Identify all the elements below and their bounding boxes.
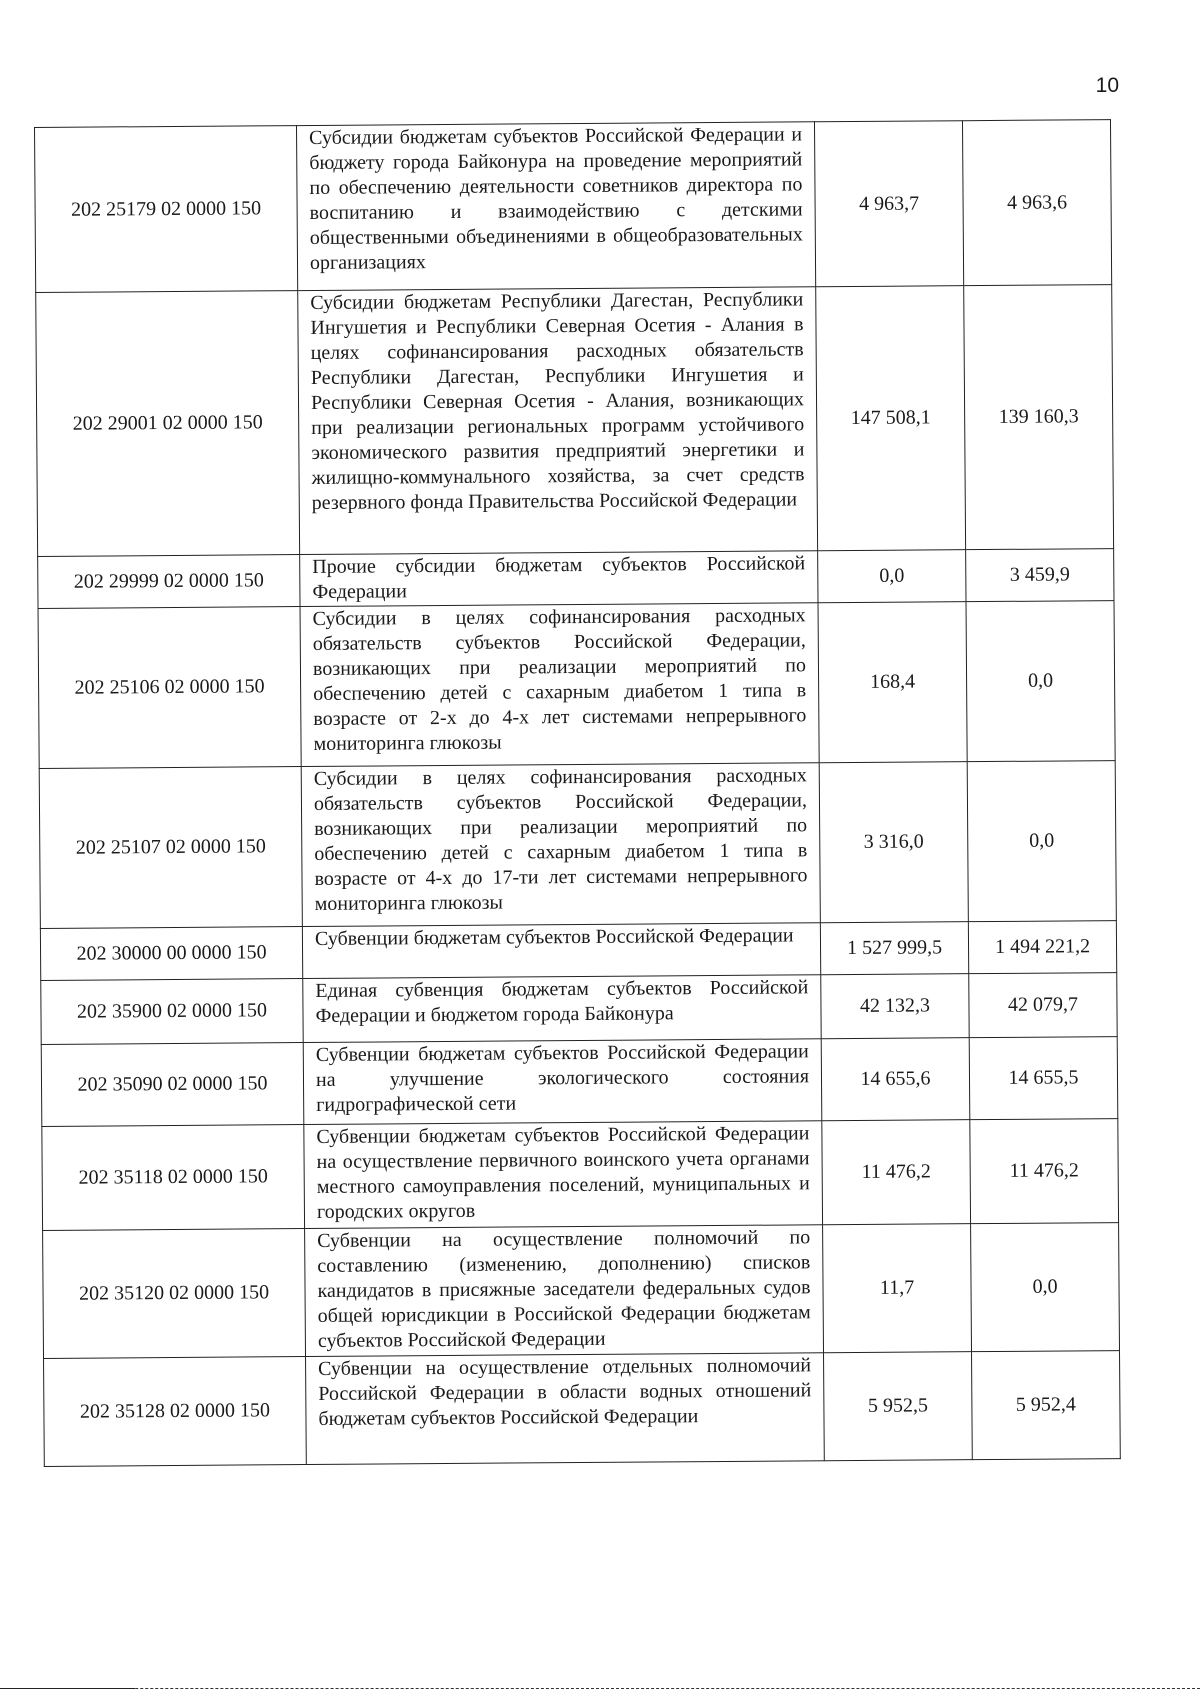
description-cell: Субсидии бюджетам субъектов Российской Федерации и бюджету города Байконура на проведение мероприятий по обеспечению деятельности советников директора по воспитанию и взаимодействию с детскими общественными объединениями в общеобразовательных организациях [296, 122, 815, 291]
value-cell-1: 0,0 [818, 550, 966, 603]
table-row [35, 120, 1112, 293]
table-row [41, 1037, 1118, 1127]
value-cell-1: 5 952,5 [824, 1352, 973, 1461]
description-cell: Субсидии в целях софинансирования расходных обязательств субъектов Российской Федерации, возникающих при реализации мероприятий по обеспечению детей с сахарным диабетом 1 типа в возрасте от 2-х до 4-х лет системами непрерывного мониторинга глюкозы [300, 603, 819, 767]
bottom-divider-solid [0, 1688, 135, 1689]
budget-code-cell: 202 35118 02 0000 150 [42, 1125, 305, 1231]
table-row [40, 921, 1116, 981]
value-cell-1: 168,4 [818, 602, 967, 763]
value-cell-2: 0,0 [971, 1223, 1120, 1352]
table-row [38, 549, 1114, 609]
value-cell-1: 3 316,0 [819, 762, 968, 923]
value-cell-2: 14 655,5 [969, 1037, 1118, 1120]
value-cell-1: 11,7 [823, 1224, 972, 1353]
description-cell: Прочие субсидии бюджетам субъектов Российской Федерации [300, 551, 818, 607]
budget-code-cell: 202 30000 00 0000 150 [40, 927, 302, 981]
value-cell-1: 42 132,3 [821, 974, 969, 1039]
table-row [43, 1223, 1120, 1359]
value-cell-2: 3 459,9 [966, 549, 1114, 602]
value-cell-1: 1 527 999,5 [820, 922, 968, 975]
value-cell-1: 4 963,7 [814, 121, 963, 287]
value-cell-2: 139 160,3 [964, 285, 1114, 550]
value-cell-2: 0,0 [967, 761, 1116, 922]
value-cell-2: 11 476,2 [970, 1119, 1119, 1224]
budget-code-cell: 202 25107 02 0000 150 [39, 767, 302, 929]
value-cell-2: 42 079,7 [969, 973, 1117, 1038]
value-cell-2: 0,0 [966, 601, 1115, 762]
description-cell: Субвенции бюджетам субъектов Российской Федерации на осуществление первичного воинского учета органами местного самоуправления поселений, муниципальных и городских округов [304, 1121, 823, 1229]
budget-table [34, 119, 1121, 1467]
table-row [41, 973, 1117, 1045]
value-cell-2: 5 952,4 [972, 1351, 1121, 1460]
description-cell: Субвенции бюджетам субъектов Российской Федерации на улучшение экологического состояния гидрографической сети [303, 1039, 822, 1125]
page-number: 10 [1095, 74, 1119, 97]
description-cell: Единая субвенция бюджетам субъектов Российской Федерации и бюджетом города Байконура [303, 975, 821, 1043]
table-row [39, 761, 1116, 929]
table-row [42, 1119, 1119, 1231]
description-cell: Субсидии бюджетам Республики Дагестан, Республики Ингушетия и Республики Северная Осетия - Алания в целях софинансирования расходных обязательств Республики Дагестан, Республики Ингушетия и Республики Северная Осетия - Алания, возникающих при реализации региональных программ устойчивого экономического развития предприятий энергетики и жилищно-коммунального хозяйства, за счет средств резервного фонда Правительства Российской Федерации [298, 287, 818, 555]
value-cell-1: 11 476,2 [822, 1120, 971, 1225]
budget-code-cell: 202 35090 02 0000 150 [41, 1043, 304, 1127]
value-cell-1: 14 655,6 [821, 1038, 970, 1121]
table-row [44, 1351, 1121, 1467]
bottom-divider [0, 1688, 1200, 1689]
description-cell: Субвенции бюджетам субъектов Российской Федерации [302, 923, 820, 979]
value-cell-2: 4 963,6 [962, 120, 1111, 286]
budget-code-cell: 202 35900 02 0000 150 [41, 979, 303, 1045]
budget-code-cell: 202 25106 02 0000 150 [38, 607, 301, 769]
budget-code-cell: 202 25179 02 0000 150 [35, 126, 298, 293]
budget-code-cell: 202 29999 02 0000 150 [38, 555, 300, 609]
value-cell-2: 1 494 221,2 [968, 921, 1116, 974]
table-row [38, 601, 1115, 769]
budget-code-cell: 202 35120 02 0000 150 [43, 1229, 306, 1359]
description-cell: Субвенции на осуществление отдельных полномочий Российской Федерации в области водных отношений бюджетам субъектов Российской Федерации [306, 1353, 825, 1465]
description-cell: Субвенции на осуществление полномочий по составлению (изменению, дополнению) списков кандидатов в присяжные заседатели федеральных судов общей юрисдикции в Российской Федерации бюджетам субъектов Российской Федерации [305, 1225, 824, 1357]
table-row [36, 285, 1114, 557]
budget-code-cell: 202 29001 02 0000 150 [36, 291, 300, 557]
description-cell: Субсидии в целях софинансирования расходных обязательств субъектов Российской Федерации, возникающих при реализации мероприятий по обеспечению детей с сахарным диабетом 1 типа в возрасте от 4-х до 17-ти лет системами непрерывного мониторинга глюкозы [301, 763, 820, 927]
budget-code-cell: 202 35128 02 0000 150 [44, 1357, 307, 1467]
value-cell-1: 147 508,1 [816, 286, 966, 551]
